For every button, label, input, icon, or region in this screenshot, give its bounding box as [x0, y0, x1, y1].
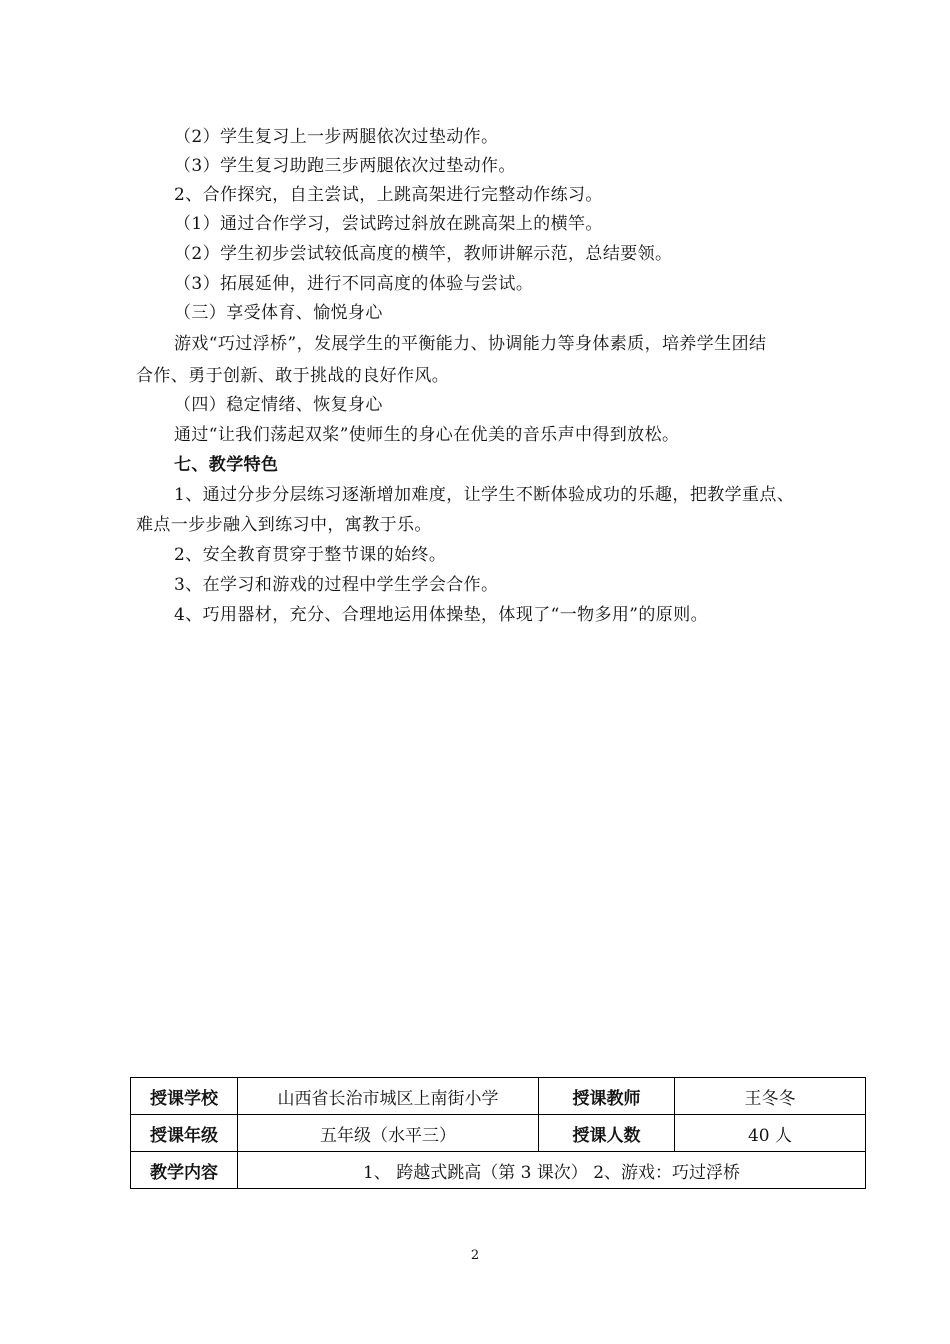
text-line: 通过“让我们荡起双桨”使师生的身心在优美的音乐声中得到放松。: [174, 425, 680, 445]
teacher-value: 王冬冬: [675, 1078, 866, 1115]
text-line: 4、巧用器材，充分、合理地运用体操垫，体现了“一物多用”的原则。: [174, 605, 708, 625]
text-line: 合作、勇于创新、敢于挑战的良好作风。: [136, 366, 450, 386]
count-label: 授课人数: [539, 1115, 675, 1152]
grade-label: 授课年级: [131, 1115, 238, 1152]
content-value: 1、 跨越式跳高（第 3 课次） 2、游戏：巧过浮桥: [238, 1152, 866, 1189]
text-line: 难点一步步融入到练习中，寓教于乐。: [136, 515, 432, 535]
chapter-heading: 七、教学特色: [174, 455, 279, 475]
text-line: （2）学生初步尝试较低高度的横竿，教师讲解示范，总结要领。: [174, 244, 673, 264]
text-line: 游戏“巧过浮桥”，发展学生的平衡能力、协调能力等身体素质，培养学生团结: [174, 334, 767, 354]
teacher-label: 授课教师: [539, 1078, 675, 1115]
text-line: 2、安全教育贯穿于整节课的始终。: [174, 545, 447, 565]
text-line: 1、通过分步分层练习逐渐增加难度，让学生不断体验成功的乐趣，把教学重点、: [174, 485, 795, 505]
table-row: [131, 1115, 866, 1152]
text-line: （3）拓展延伸，进行不同高度的体验与尝试。: [174, 274, 534, 294]
table-row: [131, 1078, 866, 1115]
school-label: 授课学校: [131, 1078, 238, 1115]
text-line: 3、在学习和游戏的过程中学生学会合作。: [174, 575, 499, 595]
text-line: （3）学生复习助跑三步两腿依次过垫动作。: [174, 156, 516, 176]
text-line: 2、合作探究，自主尝试，上跳高架进行完整动作练习。: [174, 185, 603, 205]
section-heading: （三）享受体育、愉悦身心: [174, 303, 383, 323]
text-line: （1）通过合作学习，尝试跨过斜放在跳高架上的横竿。: [174, 214, 603, 234]
grade-value: 五年级（水平三）: [238, 1115, 539, 1152]
school-value: 山西省长治市城区上南街小学: [238, 1078, 539, 1115]
text-line: （2）学生复习上一步两腿依次过垫动作。: [174, 127, 499, 147]
section-heading: （四）稳定情绪、恢复身心: [174, 395, 383, 415]
content-label: 教学内容: [131, 1152, 238, 1189]
lesson-info-table: [130, 1077, 866, 1189]
table-row: [131, 1152, 866, 1189]
page-number: 2: [470, 1248, 480, 1263]
count-value: 40 人: [675, 1115, 866, 1152]
